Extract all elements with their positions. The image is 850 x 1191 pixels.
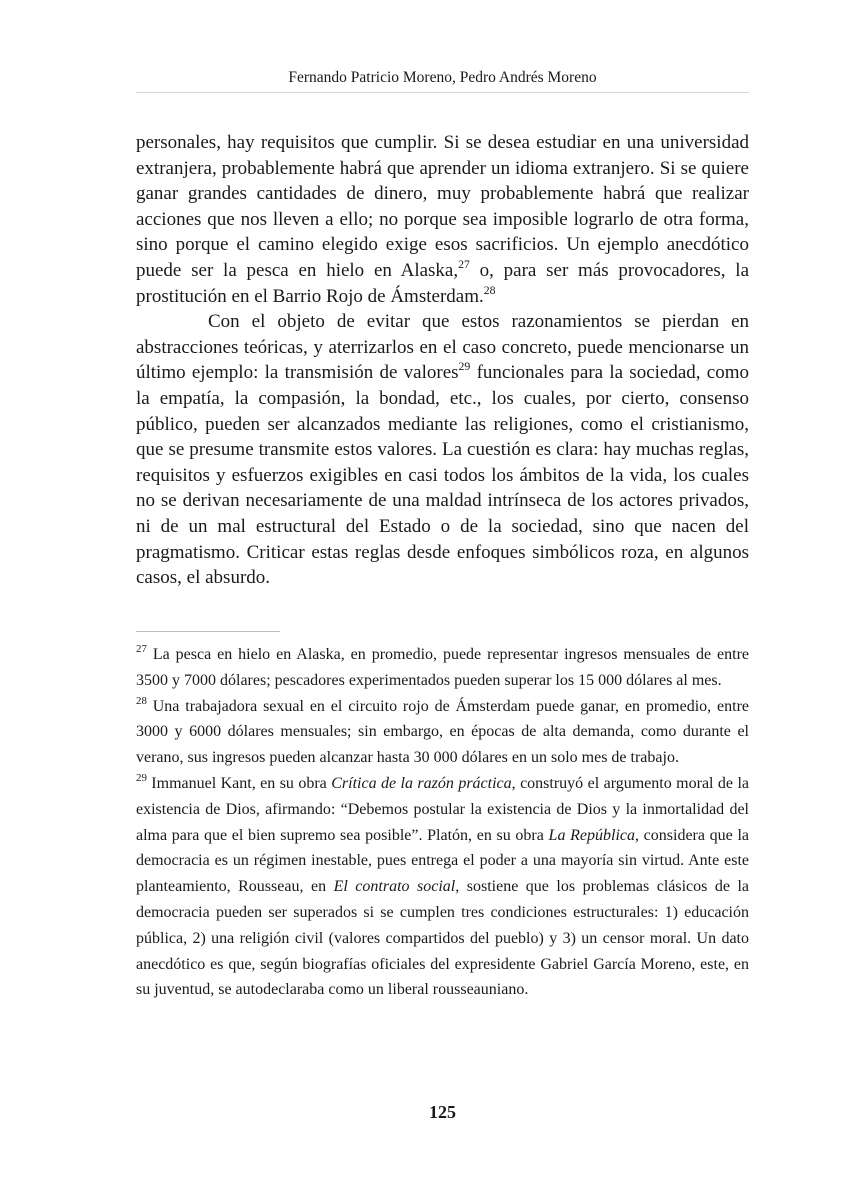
footnote-ref-28[interactable]: 28 (483, 283, 496, 297)
footnote-29-text-2: , construyó el argumento moral de la existencia de Dios, afirmando: “Debemos postular la existencia de Dios y la inmortalidad del alma para que el bien supremo sea posible”. Platón, en su obra (136, 774, 750, 844)
paragraph-2-part-a: Con el objeto de evitar que estos razonamientos se pierdan en abstracciones teóricas, y aterrizarlos en el caso concreto, puede mencionarse un último ejemplo: la transmisión de valores (136, 311, 749, 384)
paragraph-1 (136, 130, 749, 309)
footnote-ref-29[interactable]: 29 (458, 360, 471, 374)
header-divider (136, 92, 749, 93)
paragraph-1-part-b: o, para ser más provocadores, la prostitución en el Barrio Rojo de Ámsterdam. (136, 259, 750, 307)
paragraph-1-part-a: personales, hay requisitos que cumplir. Si se desea estudiar en una universidad extranjera, probablemente habrá que aprender un idioma extranjero. Si se quiere ganar grandes cantidades de dinero, muy probablemente habrá que realizar acciones que nos lleven a ello; no porque sea imposible lograrlo de otra forma, sino porque el camino elegido exige esos sacrificios. Un ejemplo anecdótico puede ser la pesca en hielo en Alaska, (136, 132, 749, 281)
footnote-29-text-4: , sostiene que los problemas clásicos de la democracia pueden ser superados si se cumplen tres condiciones estructurales: 1) educación pública, 2) una religión civil (valores compartidos del pueblo) y 3) un censor moral. Un dato anecdótico es que, según biografías oficiales del expresidente Gabriel García Moreno, este, en su juventud, se autodeclaraba como un liberal rousseauniano. (136, 878, 750, 999)
footnote-28-text: Una trabajadora sexual en el circuito rojo de Ámsterdam puede ganar, en promedio, entre 3000 y 6000 dólares mensuales; sin embargo, en épocas de alta demanda, como durante el verano, sus ingresos pueden alcanzar hasta 30 000 dólares en un solo mes de trabajo. (136, 697, 749, 767)
running-header: Fernando Patricio Moreno, Pedro Andrés Moreno (288, 69, 597, 86)
footnote-27-text: La pesca en hielo en Alaska, en promedio, puede representar ingresos mensuales de entre 3500 y 7000 dólares; pescadores experimentados pueden superar los 15 000 dólares al mes. (136, 646, 749, 689)
footnote-number-27: 27 (136, 643, 147, 656)
book-title-critica: Crítica de la razón práctica (331, 774, 512, 792)
footnote-29-text-3: , considera que la democracia es un régimen inestable, pues entrega el poder a una mayoría sin virtud. Ante este planteamiento, Rousseau, en (136, 826, 750, 896)
paragraph-2 (136, 309, 749, 591)
footnote-28 (136, 694, 749, 771)
footnote-number-28: 28 (136, 694, 147, 707)
book-title-republica: La República (548, 826, 635, 844)
page-number: 125 (429, 1102, 456, 1122)
footnote-29-text-1: Immanuel Kant, en su obra (146, 774, 332, 792)
paragraph-2-part-b: funcionales para la sociedad, como la empatía, la compasión, la bondad, etc., los cuales, por cierto, consenso público, pueden ser alcanzados mediante las religiones, como el cristianismo, que se presume transmite estos valores. La cuestión es clara: hay muchas reglas, requisitos y esfuerzos exigibles en casi todos los ámbitos de la vida, los cuales no se derivan necesariamente de una maldad intrínseca de los actores privados, ni de un mal estructural del Estado o de la sociedad, sino que nacen del pragmatismo. Criticar estas reglas desde enfoques simbólicos roza, en algunos casos, el absurdo. (136, 362, 749, 589)
book-title-contrato-social: El contrato social (333, 878, 456, 896)
footnote-divider (136, 631, 280, 632)
footnotes (136, 642, 749, 1003)
footnote-ref-27[interactable]: 27 (458, 258, 470, 272)
footnote-number-29: 29 (136, 772, 147, 785)
footnote-27 (136, 642, 749, 694)
main-text (136, 130, 749, 591)
footnote-29 (136, 771, 749, 1003)
